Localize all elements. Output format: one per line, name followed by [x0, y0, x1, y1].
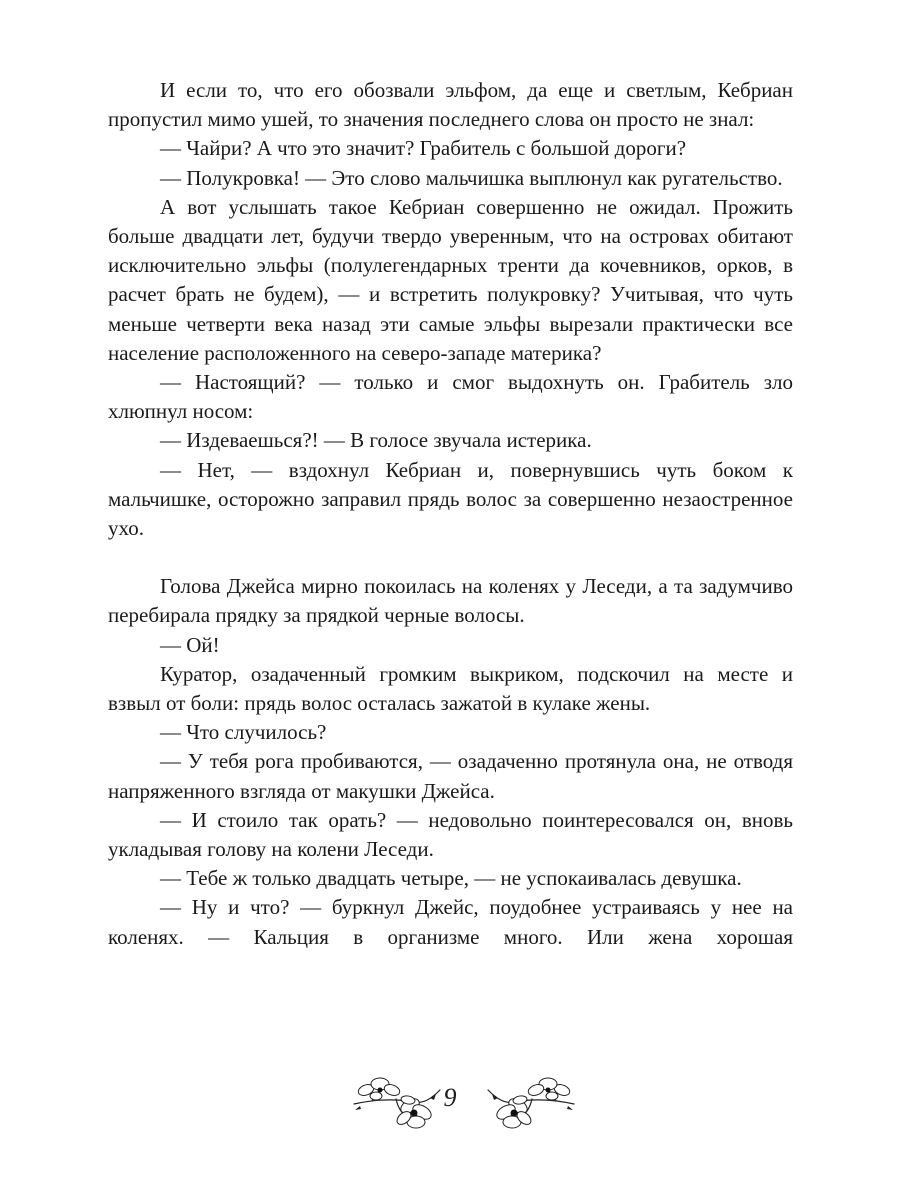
- paragraph: — Что случилось?: [160, 720, 327, 745]
- paragraph: Голова Джейса мирно покоилась на коленях у Леседи, а та задумчиво перебирала прядку за прядкой черные волосы.: [108, 574, 793, 628]
- blossom-branch-icon: [486, 1068, 576, 1132]
- paragraph: И если то, что его обозвали эльфом, да еще и светлым, Кебриан пропустил мимо ушей, то значения последнего слова он просто не знал:: [108, 78, 793, 132]
- paragraph: — Нет, — вздохнул Кебриан и, повернувшись чуть боком к мальчишке, осторожно заправил прядь волос за совершенно незаостренное ухо.: [108, 457, 793, 541]
- paragraph: — Издеваешься?! — В голосе звучала истерика.: [160, 428, 592, 453]
- paragraph: Куратор, озадаченный громким выкриком, подскочил на месте и взвыл от боли: прядь волос осталась зажатой в кулаке жены.: [108, 661, 793, 716]
- blossom-branch-icon: [352, 1068, 442, 1132]
- paragraph: — И стоило так орать? — недовольно поинтересовался он, вновь укладывая голову на колени Леседи.: [108, 807, 793, 862]
- page-footer: [0, 1068, 900, 1138]
- body-text: [108, 76, 793, 952]
- page-number: 9: [443, 1083, 457, 1112]
- paragraph: А вот услышать такое Кебриан совершенно не ожидал. Прожить больше двадцати лет, будучи твердо уверенным, что на островах обитают исключительно эльфы (полулегендарных тренти да кочевников, орков, в расчет брать не будем), — и встретить полукровку? Учитывая, что чуть меньше четверти века назад эти самые эльфы вырезали практически все население расположенного на северо-западе материка?: [108, 194, 793, 365]
- paragraph: — Настоящий? — только и смог выдохнуть он. Грабитель зло хлюпнул носом:: [108, 370, 793, 424]
- paragraph: — Ну и что? — буркнул Джейс, поудобнее устраиваясь у нее на коленях. — Кальция в организме много. Или жена хорошая: [108, 895, 793, 949]
- paragraph: — У тебя рога пробиваются, — озадаченно протянула она, не отводя напряженного взгляда от макушки Джейса.: [108, 749, 793, 803]
- paragraph: — Ой!: [160, 632, 220, 657]
- section-break: [108, 543, 793, 572]
- paragraph: — Чайри? А что это значит? Грабитель с большой дороги?: [160, 136, 687, 161]
- paragraph: — Тебе ж только двадцать четыре, — не успокаивалась девушка.: [160, 866, 742, 891]
- paragraph: — Полукровка! — Это слово мальчишка выплюнул как ругательство.: [160, 165, 783, 190]
